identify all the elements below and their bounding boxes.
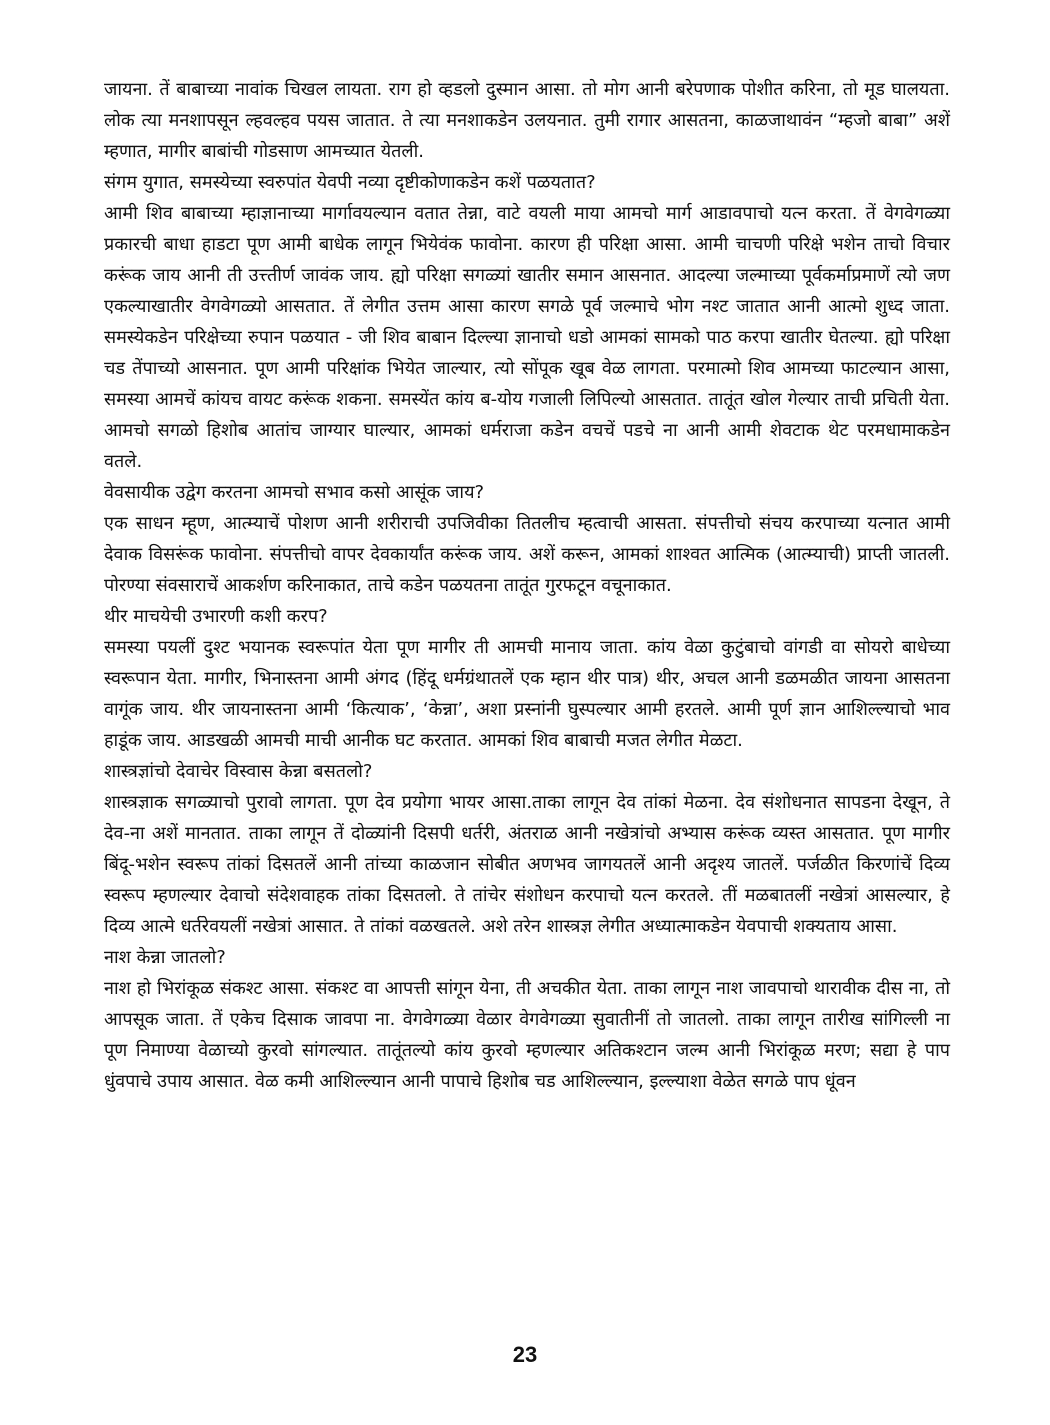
paragraph: एक साधन म्हूण, आत्म्याचें पोशण आनी शरीराची उपजिवीका तितलीच म्हत्वाची आसता. संपत्तीचो संचय करपाच्या यत्नात आमी देवाक विसरूंक फावोना. संपत्तीचो वापर देवकार्यांत करूंक जाय. अशें करून, आमकां शाश्वत आत्मिक (आत्म्याची) प्राप्ती जातली. पोरण्या संवसाराचें आकर्शण करिनाकात, ताचे कडेन पळयतना तातूंत गुरफटून वचूनाकात. <box>104 513 950 596</box>
document-page <box>104 74 950 1097</box>
section-question: शास्त्रज्ञांचो देवाचेर विस्वास केन्ना बसतलो? <box>104 761 373 782</box>
paragraph: समस्या पयलीं दुश्ट भयानक स्वरूपांत येता पूण मागीर ती आमची मानाय जाता. कांय वेळा कुटुंबाचो वांगडी वा सोयरो बाधेच्या स्वरूपान येता. मागीर, भिनास्तना आमी अंगद (हिंदू धर्मग्रंथातलें एक म्हान थीर पात्र) थीर, अचल आनी डळमळीत जायना आसतना वागूंक जाय. थीर जायनास्तना आमी ‘कित्याक’, ‘केन्ना’, अशा प्रस्नांनी घुस्पल्यार आमी हरतले. आमी पूर्ण ज्ञान आशिल्ल्याचो भाव हाडूंक जाय. आडखळी आमची माची आनीक घट करतात. आमकां शिव बाबाची मजत लेगीत मेळटा. <box>104 637 950 751</box>
paragraph: आमी शिव बाबाच्या म्हाज्ञानाच्या मार्गावयल्यान वतात तेन्ना, वाटे वयली माया आमचो मार्ग आडावपाचो यत्न करता. तें वेगवेगळ्या प्रकारची बाधा हाडटा पूण आमी बाधेक लागून भियेवंक फावोना. कारण ही परिक्षा आसा. आमी चाचणी परिक्षे भशेन ताचो विचार करूंक जाय आनी ती उत्त्तीर्ण जावंक जाय. ह्यो परिक्षा सगळ्यां खातीर समान आसनात. आदल्या जल्माच्या पूर्वकर्माप्रमाणें त्यो जण एकल्याखातीर वेगवेगळ्यो आसतात. तें लेगीत उत्तम आसा कारण सगळे पूर्व जल्माचे भोग नश्ट जातात आनी आत्मो शुध्द जाता. समस्येकडेन परिक्षेच्या रुपान पळयात - जी शिव बाबान दिल्ल्या ज्ञानाचो धडो आमकां सामको पाठ करपा खातीर घेतल्या. ह्यो परिक्षा चड तेंपाच्यो आसनात. पूण आमी परिक्षांक भियेत जाल्यार, त्यो सोंपूक खूब वेळ लागता. परमात्मो शिव आमच्या फाटल्यान आसा, समस्या आमचें कांयच वायट करूंक शकना. समस्येंत कांय ब-योय गजाली लिपिल्यो आसतात. तातूंत खोल गेल्यार ताची प्रचिती येता. आमचो सगळो हिशोब आतांच जाग्यार घाल्यार, आमकां धर्मराजा कडेन वचचें पडचे ना आनी आमी शेवटाक थेट परमधामाकडेन वतले. <box>104 203 950 472</box>
paragraph: जायना. तें बाबाच्या नावांक चिखल लायता. राग हो व्हडलो दुस्मान आसा. तो मोग आनी बरेपणाक पोशीत करिना, तो मूड घालयता. लोक त्या मनशापसून ल्हवल्हव पयस जातात. ते त्या मनशाकडेन उलयनात. तुमी रागार आसतना, काळजाथावंन “म्हजो बाबा” अशें म्हणात, मागीर बाबांची गोडसाण आमच्यात येतली. <box>104 79 950 162</box>
section-question: नाश केन्ना जातलो? <box>104 947 226 968</box>
paragraph: नाश हो भिरांकूळ संकश्ट आसा. संकश्ट वा आपत्ती सांगून येना, ती अचकीत येता. ताका लागून नाश जावपाचो थारावीक दीस ना, तो आपसूक जाता. तें एकेच दिसाक जावपा ना. वेगवेगळ्या वेळार वेगवेगळ्या सुवातीनीं तो जातलो. ताका लागून तारीख सांगिल्ली ना पूण निमाण्या वेळाच्यो कुरवो सांगल्यात. तातूंतल्यो कांय कुरवो म्हणल्यार अतिकश्टान जल्म आनी भिरांकूळ मरण; सद्या हे पाप धुंवपाचे उपाय आसात. वेळ कमी आशिल्ल्यान आनी पापाचे हिशोब चड आशिल्ल्यान, इल्ल्याशा वेळेत सगळे पाप धूंवन <box>104 978 950 1092</box>
section-question: थीर माचयेची उभारणी कशी करप? <box>104 606 328 627</box>
section-question: संगम युगात, समस्येच्या स्वरुपांत येवपी नव्या दृष्टीकोणाकडेन कशें पळयतात? <box>104 172 596 193</box>
page-number: 23 <box>512 1342 538 1367</box>
paragraph: शास्त्रज्ञाक सगळ्याचो पुरावो लागता. पूण देव प्रयोगा भायर आसा.ताका लागून देव तांकां मेळना. देव संशोधनात सापडना देखून, ते देव-ना अशें मानतात. ताका लागून तें दोळ्यांनी दिसपी धर्तरी, अंतराळ आनी नखेत्रांचो अभ्यास करूंक व्यस्त आसतात. पूण मागीर बिंदू-भशेन स्वरूप तांकां दिसतलें आनी तांच्या काळजान सोबीत अणभव जागयतलें आनी अदृश्य जातलें. पर्जळीत किरणांचें दिव्य स्वरूप म्हणल्यार देवाचो संदेशवाहक तांका दिसतलो. ते तांचेर संशोधन करपाचो यत्न करतले. तीं मळबातलीं नखेत्रां आसल्यार, हे दिव्य आत्मे धर्तरेवयलीं नखेत्रां आसात. ते तांकां वळखतले. अशे तरेन शास्त्रज्ञ लेगीत अध्यात्माकडेन येवपाची शक्यताय आसा. <box>104 792 950 937</box>
section-question: वेवसायीक उद्वेग करतना आमचो सभाव कसो आसूंक जाय? <box>104 482 485 503</box>
